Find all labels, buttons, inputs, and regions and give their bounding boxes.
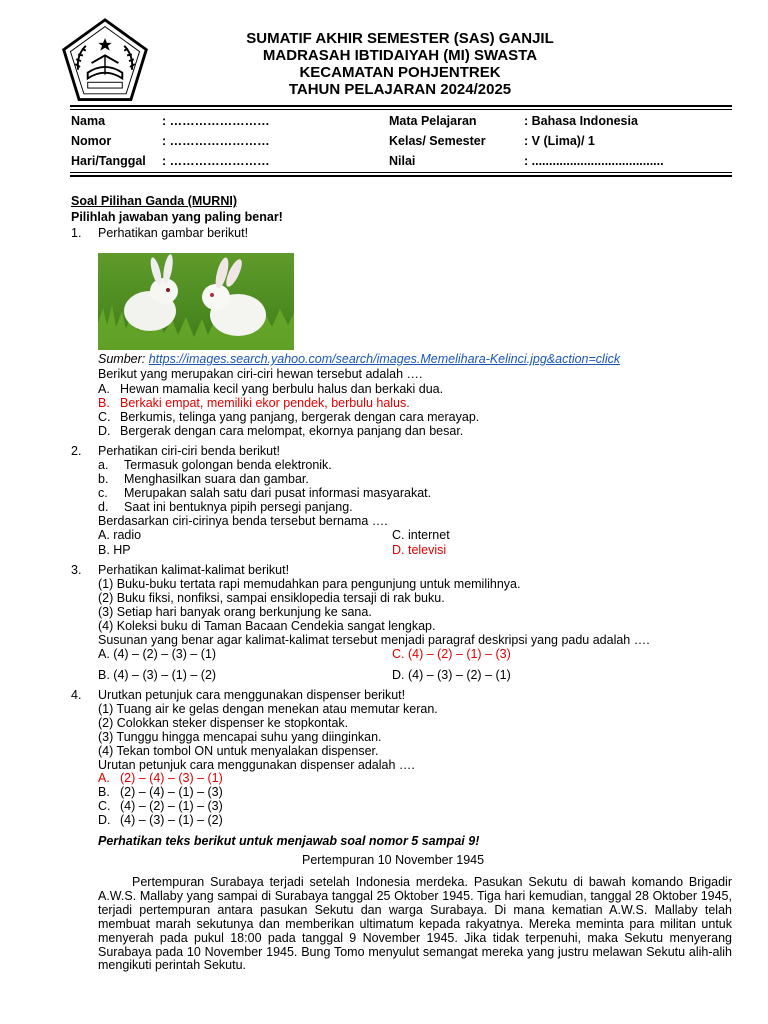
q2-option-d: D. televisi [392,543,447,557]
header-title: SUMATIF AKHIR SEMESTER (SAS) GANJIL [246,30,554,47]
q4-option-a: (2) – (4) – (3) – (1) [120,771,223,785]
q4-item-2: (2) Colokkan steker dispenser ke stopkontak. [98,716,349,730]
q2-item-d-key: d. [98,500,109,514]
rabbits-photo [98,253,294,350]
nilai-label: Nilai [389,154,416,168]
q2-option-b: B. HP [98,543,131,557]
q2-prompt: Perhatikan ciri-ciri benda berikut! [98,444,281,458]
reading-paragraph: Pertempuran Surabaya terjadi setelah Indonesia merdeka. Pasukan Sekutu di bawah komando Brigadir A.W.S. Mallaby yang sampai di Surabaya tanggal 25 Oktober 1945. Tiga hari kemudian, tanggal 28 Oktober 1945, terjadi pertempuran antara pasukan Sekutu dan warga Surabaya. Di mana kematian A.W.S. Mallaby telah membuat marah sekutunya dan memberikan ultimatum kepada rakyatnya. Mereka meminta para militan untuk menyerah pada pukul 18:00 pada tanggal 9 November 1945. Jika tidak terpenuhi, maka Sekutu menyerang Surabaya pada 10 November 1945. Bung Tomo menyulut semangat mereka yang justru melawan Sekutu alih-alih mengikuti perintah Sekutu. [98,875,732,973]
header-school: MADRASAH IBTIDAIYAH (MI) SWASTA [262,47,538,64]
section-instruction: Pilihlah jawaban yang paling benar! [71,210,283,224]
q1-option-b: Berkaki empat, memiliki ekor pendek, berbulu halus. [120,396,410,410]
q4-prompt: Urutkan petunjuk cara menggunakan dispenser berikut! [98,688,406,702]
q3-option-a: A. (4) – (2) – (3) – (1) [98,647,217,661]
q2-item-b: Menghasilkan suara dan gambar. [124,472,309,486]
header-district: KECAMATAN POHJENTREK [299,64,501,81]
q3-item-3: (3) Setiap hari banyak orang berkunjung ke sana. [98,605,372,619]
header-year: TAHUN PELAJARAN 2024/2025 [288,81,512,98]
q1-source-link[interactable]: https://images.search.yahoo.com/search/images.Memelihara-Kelinci.jpg&action=click [148,352,621,366]
q4-item-4: (4) Tekan tombol ON untuk menyalakan dispenser. [98,744,379,758]
q1-option-d: Bergerak dengan cara melompat, ekornya panjang dan besar. [120,424,464,438]
info-divider [70,175,732,177]
q4-option-c-key: C. [98,799,111,813]
nomor-label: Nomor [71,134,112,148]
reading-title: Pertempuran 10 November 1945 [302,853,485,867]
mapel-label: Mata Pelajaran [389,114,477,128]
nama-label: Nama [71,114,106,128]
mapel-value: : Bahasa Indonesia [524,114,638,128]
q2-item-c: Merupakan salah satu dari pusat informasi masyarakat. [124,486,432,500]
q4-item-3: (3) Tunggu hingga mencapai suhu yang diinginkan. [98,730,382,744]
nama-field[interactable]: : …………………… [162,114,270,128]
section-title: Soal Pilihan Ganda (MURNI) [71,194,237,208]
header-divider [70,105,732,107]
q2-option-c: C. internet [392,528,450,542]
q3-item-4: (4) Koleksi buku di Taman Bacaan Cendekia sangat lengkap. [98,619,436,633]
q2-item-a-key: a. [98,458,109,472]
q3-number: 3. [71,563,82,577]
q1-option-d-key: D. [98,424,111,438]
reading-instruction: Perhatikan teks berikut untuk menjawab soal nomor 5 sampai 9! [98,834,480,848]
q3-item-2: (2) Buku fiksi, nonfiksi, sampai ensiklopedia tersaji di rak buku. [98,591,445,605]
hari-label: Hari/Tanggal [71,154,146,168]
q3-option-b: B. (4) – (3) – (1) – (2) [98,668,217,682]
q4-item-1: (1) Tuang air ke gelas dengan menekan atau memutar keran. [98,702,438,716]
q4-option-d: (4) – (3) – (1) – (2) [120,813,223,827]
q1-question: Berikut yang merupakan ciri-ciri hewan tersebut adalah …. [98,367,423,381]
exam-header [150,30,650,98]
q1-option-a-key: A. [98,382,110,396]
q1-option-c: Berkumis, telinga yang panjang, bergerak dengan cara merayap. [120,410,480,424]
q3-question: Susunan yang benar agar kalimat-kalimat tersebut menjadi paragraf deskripsi yang padu adalah …. [98,633,650,647]
q4-option-b-key: B. [98,785,110,799]
q1-source [98,352,620,366]
q2-item-c-key: c. [98,486,108,500]
nomor-field[interactable]: : …………………… [162,134,270,148]
q4-question: Urutan petunjuk cara menggunakan dispenser adalah …. [98,758,415,772]
q1-prompt: Perhatikan gambar berikut! [98,226,249,240]
kelas-label: Kelas/ Semester [389,134,486,148]
q4-option-d-key: D. [98,813,111,827]
hari-field[interactable]: : …………………… [162,154,270,168]
info-divider-thin [70,172,732,173]
q1-option-a: Hewan mamalia kecil yang berbulu halus dan berkaki dua. [120,382,444,396]
kelas-value: : V (Lima)/ 1 [524,134,595,148]
header-divider-thin [70,109,732,110]
q1-option-c-key: C. [98,410,111,424]
q4-option-b: (2) – (4) – (1) – (3) [120,785,223,799]
nilai-field[interactable]: : ...................................... [524,154,664,168]
q3-item-1: (1) Buku-buku tertata rapi memudahkan para pengunjung untuk memilihnya. [98,577,521,591]
q2-item-a: Termasuk golongan benda elektronik. [124,458,332,472]
q1-option-b-key: B. [98,396,110,410]
q3-prompt: Perhatikan kalimat-kalimat berikut! [98,563,290,577]
q3-option-c: C. (4) – (2) – (1) – (3) [392,647,511,661]
q4-option-a-key: A. [98,771,110,785]
q2-question: Berdasarkan ciri-cirinya benda tersebut bernama …. [98,514,388,528]
q4-option-c: (4) – (2) – (1) – (3) [120,799,223,813]
q1-number: 1. [71,226,82,240]
q1-source-label: Sumber: [98,352,149,366]
madrasah-logo-icon [57,17,153,113]
q4-number: 4. [71,688,82,702]
q2-item-d: Saat ini bentuknya pipih persegi panjang. [124,500,353,514]
q2-item-b-key: b. [98,472,109,486]
q3-option-d: D. (4) – (3) – (2) – (1) [392,668,511,682]
q2-number: 2. [71,444,82,458]
q2-option-a: A. radio [98,528,142,542]
